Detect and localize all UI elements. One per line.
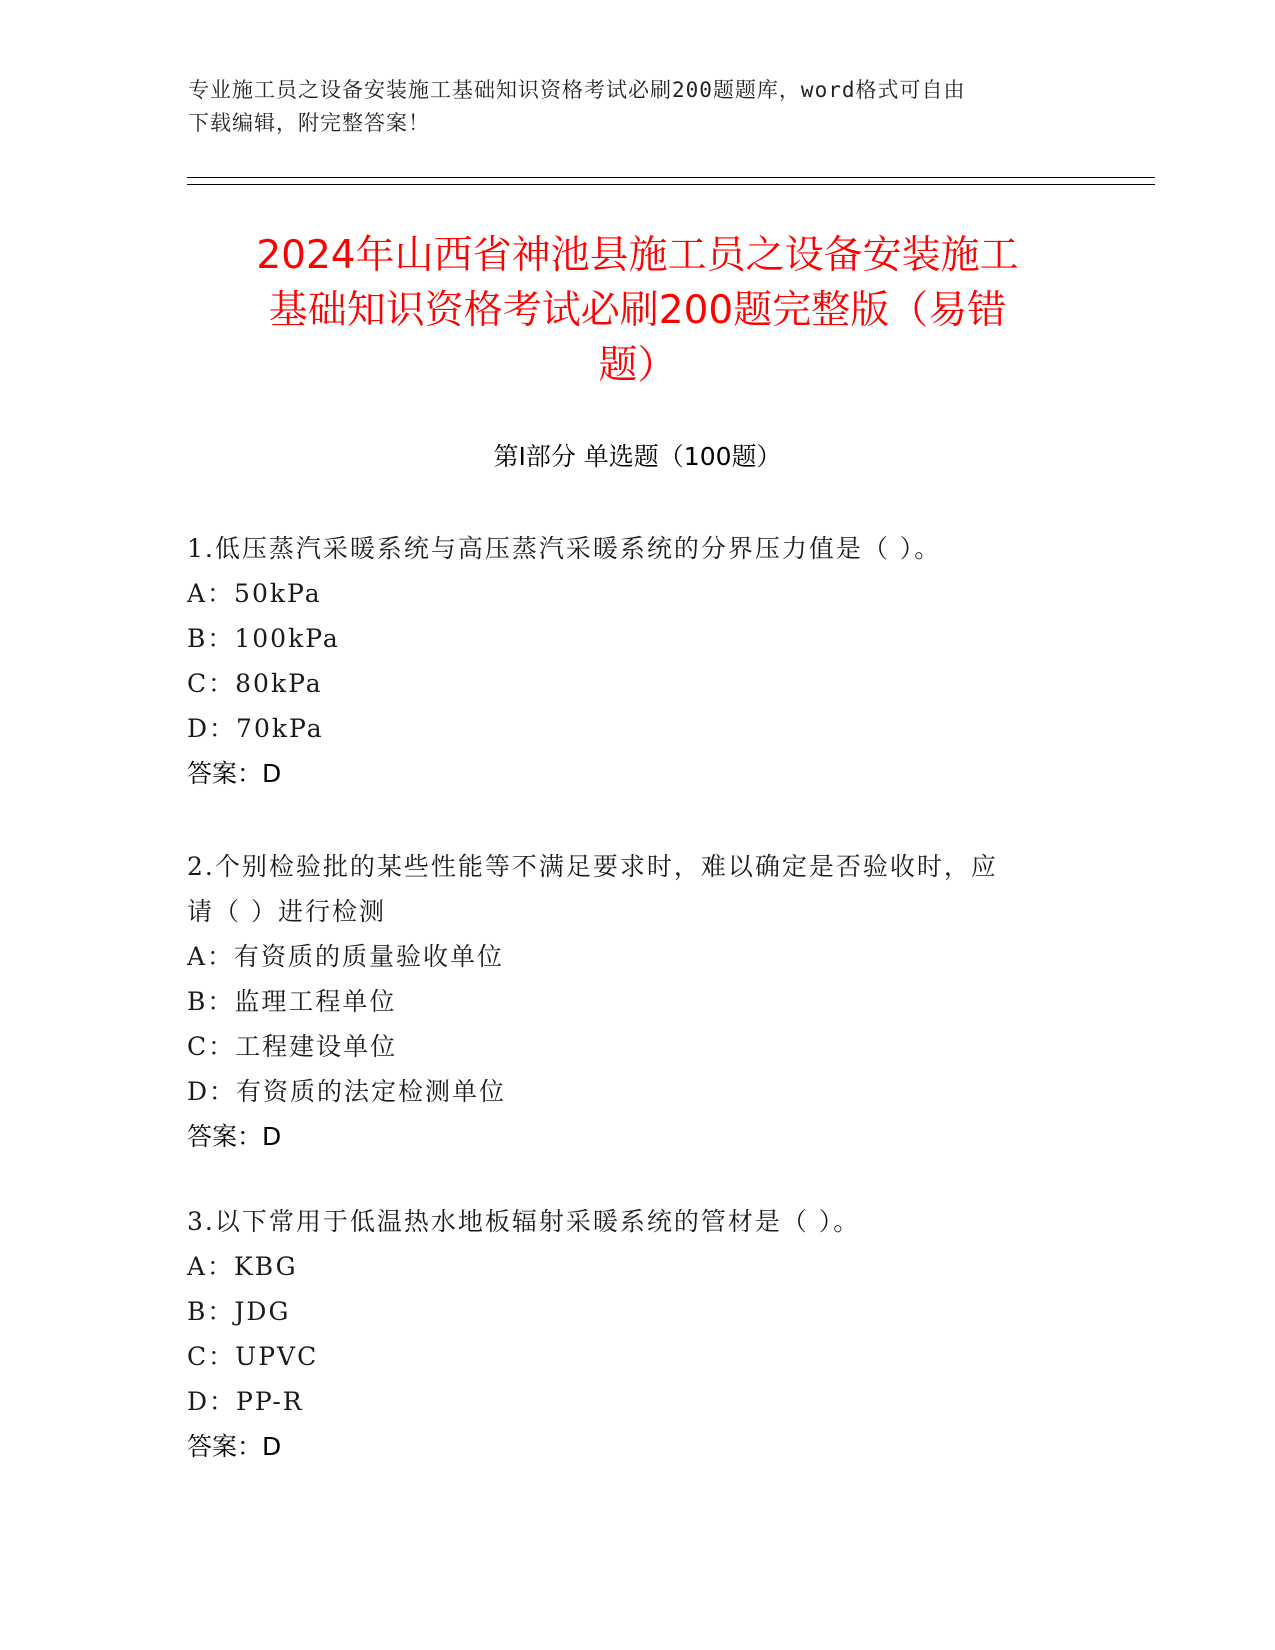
option-b: B：100kPa	[187, 624, 340, 653]
option-b: B：JDG	[187, 1297, 291, 1326]
option-d: D：有资质的法定检测单位	[187, 1077, 507, 1106]
option-c: C：工程建设单位	[187, 1032, 398, 1061]
option-d: D：PP-R	[187, 1387, 304, 1416]
answer: 答案：D	[187, 759, 282, 788]
document-title	[160, 228, 1115, 393]
header-note-line-2: 下载编辑，附完整答案！	[188, 111, 430, 135]
question-1	[187, 526, 1087, 796]
document-title-line-1: 2024年山西省神池县施工员之设备安装施工	[256, 233, 1019, 278]
question-stem-continued: 请（ ）进行检测	[187, 897, 386, 926]
document-title-line-2: 基础知识资格考试必刷200题完整版（易错	[268, 288, 1007, 333]
question-stem: 2.个别检验批的某些性能等不满足要求时，难以确定是否验收时，应	[187, 852, 998, 881]
document-title-line-3: 题）	[598, 343, 677, 388]
answer: 答案：D	[187, 1122, 282, 1151]
question-3	[187, 1199, 1087, 1469]
option-c: C：UPVC	[187, 1342, 319, 1371]
option-b: B：监理工程单位	[187, 987, 397, 1016]
option-c: C：80kPa	[187, 669, 323, 698]
option-a: A：有资质的质量验收单位	[187, 942, 505, 971]
option-a: A：KBG	[187, 1252, 298, 1281]
option-a: A：50kPa	[187, 579, 322, 608]
header-note	[188, 74, 1088, 140]
option-d: D：70kPa	[187, 714, 324, 743]
question-2	[187, 844, 1087, 1159]
answer: 答案：D	[187, 1432, 282, 1461]
header-rule-top	[187, 177, 1155, 178]
question-stem: 1.低压蒸汽采暖系统与高压蒸汽采暖系统的分界压力值是（ ）。	[187, 534, 942, 563]
question-stem: 3.以下常用于低温热水地板辐射采暖系统的管材是（ ）。	[187, 1207, 861, 1236]
section-heading: 第Ⅰ部分 单选题（100题）	[493, 442, 782, 471]
header-rule-bottom	[187, 184, 1155, 185]
header-note-line-1: 专业施工员之设备安装施工基础知识资格考试必刷200题题库，word格式可自由	[188, 78, 966, 102]
